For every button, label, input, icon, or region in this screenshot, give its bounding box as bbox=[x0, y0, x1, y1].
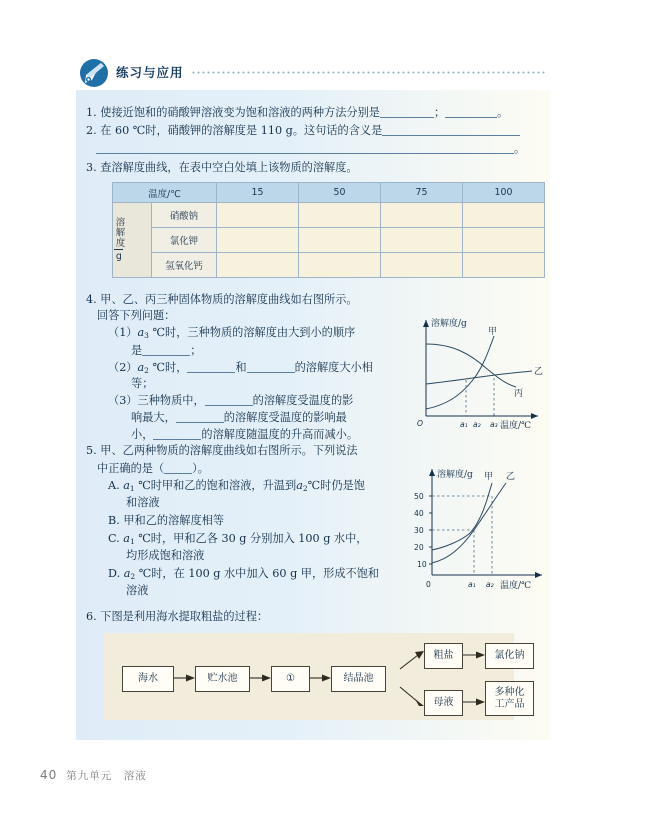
option-a-label: A. bbox=[108, 479, 120, 492]
question-2-end: 。 bbox=[514, 142, 526, 155]
chemical-products-line-2: 工产品 bbox=[494, 698, 525, 710]
blank-4-1[interactable] bbox=[142, 342, 190, 356]
item-3-text5: 小， bbox=[131, 428, 154, 441]
flow-node-step1: ① bbox=[271, 666, 310, 692]
blank-4-3c[interactable] bbox=[153, 426, 201, 440]
item-1-label: （1） bbox=[108, 326, 138, 339]
question-5-option-b[interactable] bbox=[108, 513, 224, 530]
option-a-seg2: ℃时仍是饱 bbox=[307, 479, 365, 492]
graph-q5-xtick-a2: a₂ bbox=[486, 580, 494, 589]
graph-q5-series-jia: 甲 bbox=[484, 472, 494, 482]
graph-q4-xlabel: 温度/℃ bbox=[500, 421, 532, 431]
table-col-header-2: 75 bbox=[381, 183, 463, 203]
flow-node-crystallizer: 结晶池 bbox=[331, 666, 386, 692]
item-1-sub: 3 bbox=[144, 331, 149, 340]
question-4-item-1b bbox=[131, 342, 201, 360]
question-2-number: 2. bbox=[86, 124, 97, 137]
option-c-sub1: 1 bbox=[129, 537, 135, 546]
graph-q4-series-bing: 丙 bbox=[514, 389, 524, 399]
graph-q5-ytick-40: 40 bbox=[414, 509, 424, 518]
question-1-end: 。 bbox=[497, 106, 509, 119]
table-cell-1-2[interactable] bbox=[381, 228, 463, 253]
graph-q4 bbox=[408, 308, 548, 433]
graph-q5-xtick-a1: a₁ bbox=[468, 580, 476, 589]
question-4-item-3b bbox=[131, 409, 431, 427]
item-2-text3: 的溶解度大小相 bbox=[294, 361, 373, 374]
table-row-name-0: 硝酸钠 bbox=[152, 203, 217, 228]
table-row bbox=[113, 253, 545, 278]
option-c-var1: a bbox=[123, 532, 130, 545]
table-cell-2-3[interactable] bbox=[463, 253, 545, 278]
item-1-end: ； bbox=[190, 344, 202, 357]
question-4-item-2b: 等； bbox=[131, 377, 154, 390]
blank-4-3a[interactable] bbox=[205, 392, 253, 406]
graph-q5 bbox=[404, 455, 554, 595]
question-3-number: 3. bbox=[86, 161, 97, 174]
item-2-text2: 和 bbox=[235, 361, 247, 374]
option-c-label: C. bbox=[108, 532, 120, 545]
question-5-stem-a: 中正确的是（ bbox=[97, 462, 165, 475]
question-4-stem-1 bbox=[86, 292, 426, 309]
question-5-option-d-line2: 溶液 bbox=[126, 584, 149, 597]
option-b-label: B. bbox=[108, 514, 120, 527]
graph-q4-ylabel: 溶解度/g bbox=[431, 319, 467, 329]
graph-q4-series-jia: 甲 bbox=[488, 327, 498, 337]
question-1 bbox=[86, 104, 546, 122]
question-4-number: 4. bbox=[86, 293, 97, 306]
graph-q5-ytick-50: 50 bbox=[414, 492, 424, 501]
item-2-sub: 2 bbox=[144, 366, 149, 375]
question-4-item-2 bbox=[108, 359, 433, 380]
question-5-stem-b: ）。 bbox=[192, 462, 209, 475]
flow-node-reservoir: 贮水池 bbox=[195, 666, 250, 692]
question-6 bbox=[86, 609, 268, 626]
graph-q4-series-yi: 乙 bbox=[534, 367, 544, 377]
option-a-var1: a bbox=[123, 479, 130, 492]
blank-2a[interactable] bbox=[382, 122, 520, 136]
graph-q5-series-yi: 乙 bbox=[506, 472, 516, 482]
question-5-stem-2 bbox=[97, 460, 209, 478]
question-6-text: 下图是利用海水提取粗盐的过程： bbox=[100, 610, 269, 623]
graph-q4-xtick-a3: a₃ bbox=[490, 420, 498, 429]
table-cell-0-2[interactable] bbox=[381, 203, 463, 228]
chemical-products-line-1: 多种化 bbox=[494, 686, 525, 698]
table-col-header-1: 50 bbox=[299, 183, 381, 203]
question-3-text: 查溶解度曲线，在表中空白处填上该物质的溶解度。 bbox=[100, 161, 358, 174]
flow-node-mother-liquor: 母液 bbox=[424, 690, 463, 716]
option-a-var2: a bbox=[296, 479, 303, 492]
blank-4-3b[interactable] bbox=[176, 409, 224, 423]
item-1-var: a bbox=[137, 326, 145, 339]
graph-q4-origin: O bbox=[417, 419, 423, 428]
graph-q5-ylabel: 溶解度/g bbox=[437, 470, 473, 480]
table-header-row bbox=[113, 183, 545, 203]
question-6-number: 6. bbox=[86, 610, 97, 623]
answer-blank-5[interactable] bbox=[164, 460, 192, 474]
table-row-name-2: 氢氧化钙 bbox=[152, 253, 217, 278]
option-d-label: D. bbox=[108, 567, 121, 580]
question-5-option-d[interactable] bbox=[108, 566, 438, 586]
solubility-table bbox=[112, 182, 545, 278]
section-title: 练习与应用 bbox=[116, 65, 184, 80]
item-1-text2: 是 bbox=[131, 344, 143, 357]
graph-q5-xlabel: 温度/℃ bbox=[500, 581, 532, 591]
option-d-var1: a bbox=[123, 567, 131, 580]
section-header bbox=[76, 57, 550, 90]
question-4-stem-line1: 甲、乙、丙三种固体物质的溶解度曲线如右图所示。 bbox=[100, 293, 358, 306]
table-cell-0-3[interactable] bbox=[463, 203, 545, 228]
table-cell-1-0[interactable] bbox=[217, 228, 299, 253]
table-col-header-3: 100 bbox=[463, 183, 545, 203]
page-footer bbox=[40, 768, 147, 783]
table-cell-2-1[interactable] bbox=[299, 253, 381, 278]
flow-node-chemical-products bbox=[485, 681, 534, 716]
blank-4-2b[interactable] bbox=[247, 359, 295, 373]
graph-q5-ytick-30: 30 bbox=[414, 526, 424, 535]
pen-badge-icon bbox=[79, 58, 109, 88]
item-3-text6: 的溶解度随温度的升高而减小。 bbox=[201, 428, 359, 441]
question-4-item-3 bbox=[108, 392, 433, 410]
table-header-temperature: 温度/℃ bbox=[113, 183, 217, 203]
table-row-group-label bbox=[113, 203, 152, 278]
item-3-label: （3） bbox=[108, 394, 138, 407]
item-3-text: 三种物质中， bbox=[137, 394, 205, 407]
option-d-sub1: 2 bbox=[130, 572, 136, 581]
graph-q5-origin: 0 bbox=[426, 580, 431, 589]
blank-1b[interactable] bbox=[445, 104, 497, 118]
question-5-stem-line1: 甲、乙两种物质的溶解度曲线如右图所示。下列说法 bbox=[100, 444, 358, 457]
table-row-name-1: 氯化钾 bbox=[152, 228, 217, 253]
question-5-option-a-line2: 和溶液 bbox=[126, 496, 160, 509]
graph-q5-ytick-20: 20 bbox=[414, 543, 424, 552]
item-1-text: ℃时，三种物质的溶解度由大到小的顺序 bbox=[152, 326, 356, 339]
question-2-text: 在 60 ℃时，硝酸钾的溶解度是 110 g。这句话的含义是 bbox=[100, 124, 383, 137]
question-4-item-3c bbox=[131, 426, 431, 444]
flow-node-sodium-chloride: 氯化钠 bbox=[485, 643, 534, 669]
question-1-sep: ； bbox=[433, 106, 446, 119]
blank-4-2a[interactable] bbox=[187, 359, 235, 373]
question-5-stem-1 bbox=[86, 443, 426, 460]
table-cell-1-1[interactable] bbox=[299, 228, 381, 253]
item-3-text2: 的溶解度受温度的影 bbox=[252, 394, 354, 407]
option-b-seg1: 甲和乙的溶解度相等 bbox=[123, 514, 225, 527]
table-col-header-0: 15 bbox=[217, 183, 299, 203]
blank-1a[interactable] bbox=[380, 104, 434, 118]
table-cell-1-3[interactable] bbox=[463, 228, 545, 253]
graph-q5-ytick-10: 10 bbox=[417, 560, 427, 569]
question-5-option-c-line2: 均形成饱和溶液 bbox=[126, 549, 205, 562]
option-a-sub2: 2 bbox=[302, 484, 308, 493]
question-4-stem-2: 回答下列问题： bbox=[97, 309, 176, 322]
option-c-seg1: ℃时，甲和乙各 30 g 分别加入 100 g 水中， bbox=[138, 532, 368, 545]
graph-q4-xtick-a2: a₂ bbox=[473, 420, 481, 429]
question-5-number: 5. bbox=[86, 444, 97, 457]
option-d-seg1: ℃时，在 100 g 水中加入 60 g 甲，形成不饱和 bbox=[138, 567, 380, 580]
item-2-var: a bbox=[137, 361, 145, 374]
item-3-text4: 的溶解度受温度的影响最 bbox=[223, 411, 347, 424]
item-2-label: （2） bbox=[108, 361, 138, 374]
item-3-text3: 响最大， bbox=[131, 411, 176, 424]
flow-node-seawater: 海水 bbox=[122, 666, 174, 692]
table-cell-0-0[interactable] bbox=[217, 203, 299, 228]
question-2-line2 bbox=[96, 140, 546, 158]
table-cell-0-1[interactable] bbox=[299, 203, 381, 228]
graph-q4-xtick-a1: a₁ bbox=[460, 420, 468, 429]
table-cell-2-0[interactable] bbox=[217, 253, 299, 278]
page-number: 40 bbox=[40, 768, 58, 782]
flow-node-crude-salt: 粗盐 bbox=[424, 643, 463, 669]
question-1-number: 1. bbox=[86, 106, 97, 119]
table-cell-2-2[interactable] bbox=[381, 253, 463, 278]
item-2-text: ℃时， bbox=[152, 361, 188, 374]
question-2 bbox=[86, 122, 546, 140]
header-dotted-rule bbox=[191, 71, 546, 74]
row-group-denominator: g bbox=[113, 251, 125, 264]
question-1-text: 使接近饱和的硝酸钾溶液变为饱和溶液的两种方法分别是 bbox=[100, 106, 380, 119]
option-a-sub1: 1 bbox=[129, 484, 135, 493]
row-group-numerator: 溶解度 bbox=[113, 216, 125, 249]
option-a-seg1: ℃时甲和乙的饱和溶液，升温到 bbox=[138, 479, 297, 492]
table-row bbox=[113, 228, 545, 253]
question-3 bbox=[86, 160, 546, 177]
footer-unit: 第九单元 溶液 bbox=[66, 770, 147, 782]
blank-2b[interactable] bbox=[96, 140, 514, 154]
flowchart-panel bbox=[104, 633, 525, 720]
table-row bbox=[113, 203, 545, 228]
